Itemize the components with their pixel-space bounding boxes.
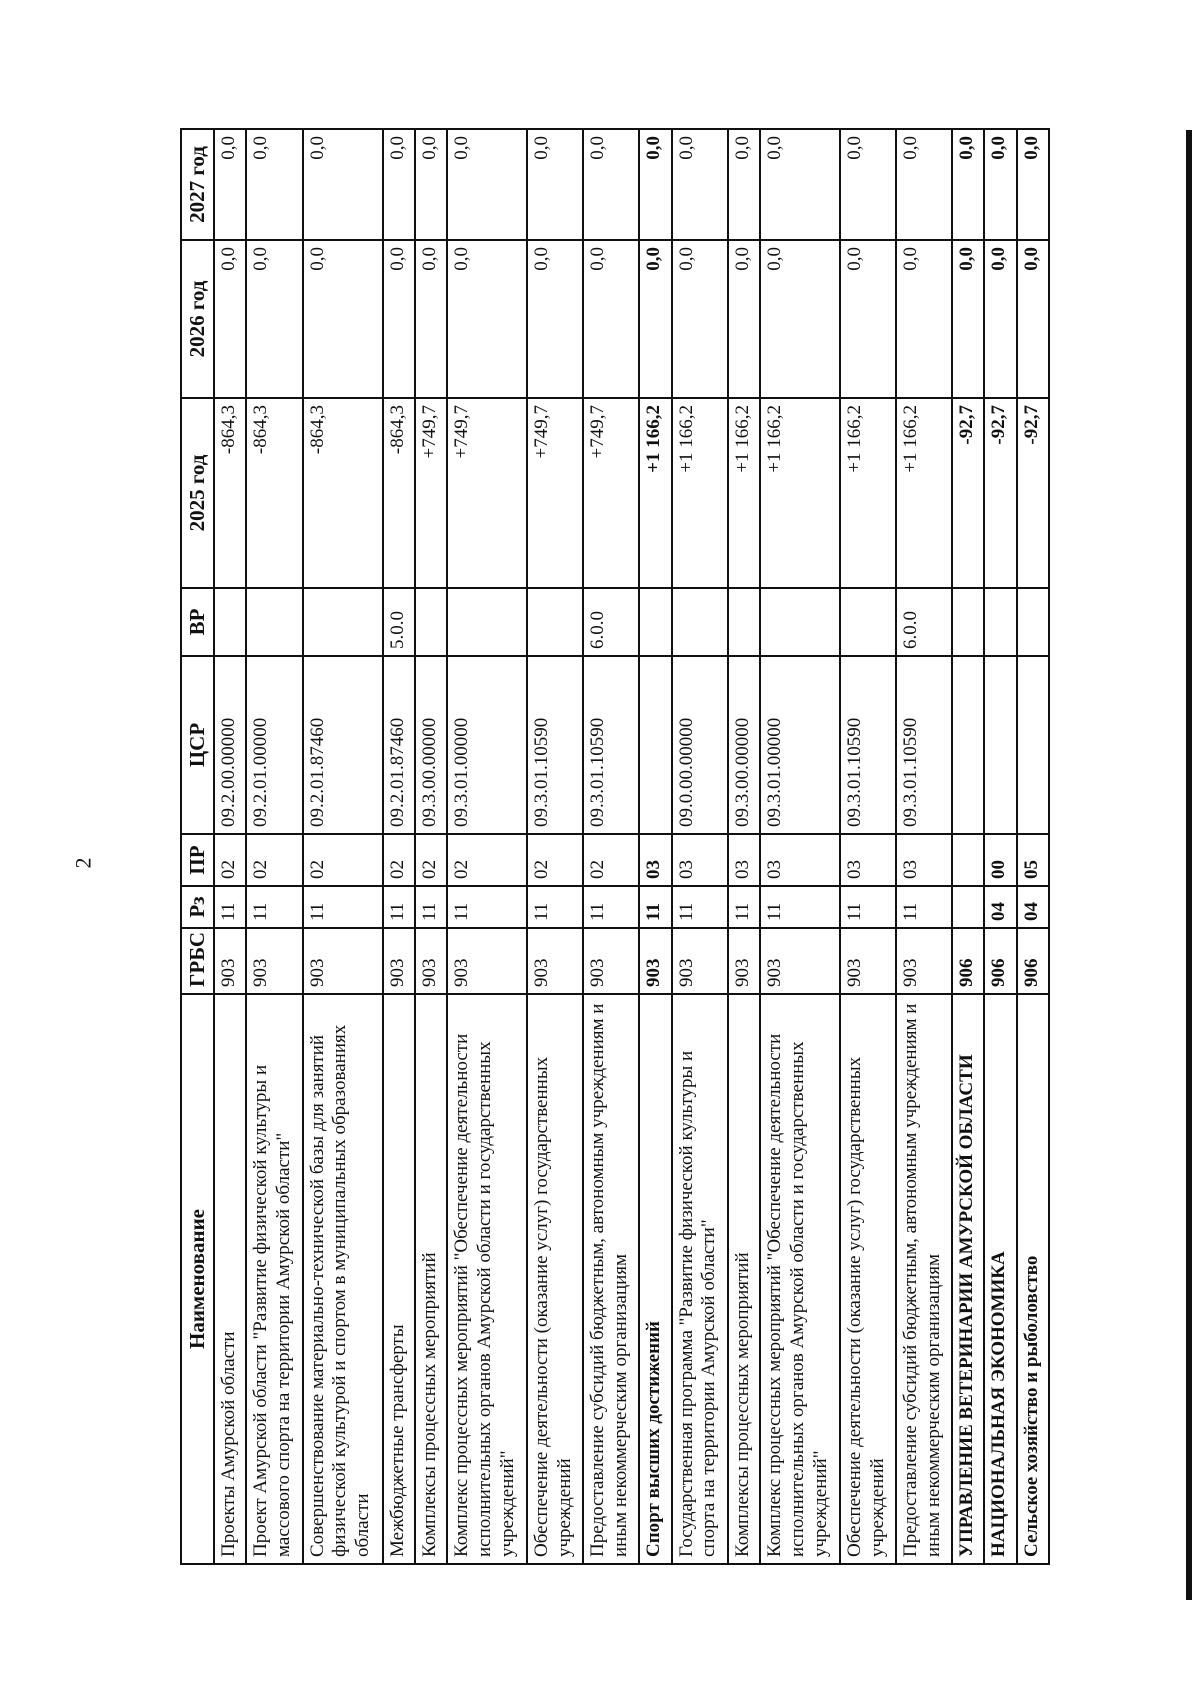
cell-2026: 0,0 <box>952 240 984 398</box>
cell-pr: 03 <box>840 834 896 886</box>
cell-2026: 0,0 <box>840 240 896 398</box>
cell-grbs: 903 <box>415 928 447 994</box>
cell-2027: 0,0 <box>383 129 415 240</box>
cell-2027: 0,0 <box>527 129 583 240</box>
table-body <box>214 129 1049 1564</box>
cell-name: Государственная программа "Развитие физической культуры и спорта на территории Амурской области" <box>672 994 728 1564</box>
cell-2027: 0,0 <box>583 129 639 240</box>
cell-grbs: 903 <box>639 928 671 994</box>
cell-rz: 11 <box>760 886 840 928</box>
cell-2027: 0,0 <box>760 129 840 240</box>
cell-rz: 11 <box>728 886 760 928</box>
cell-2027: 0,0 <box>246 129 302 240</box>
cell-pr: 00 <box>984 834 1016 886</box>
cell-2026: 0,0 <box>583 240 639 398</box>
cell-csr: 09.2.01.87460 <box>383 656 415 834</box>
cell-rz: 11 <box>415 886 447 928</box>
cell-csr: 09.3.01.10590 <box>896 656 952 834</box>
cell-csr <box>639 656 671 834</box>
cell-vr <box>1017 588 1049 656</box>
cell-name: Предоставление субсидий бюджетным, автономным учреждениям и иным некоммерческим организациям <box>583 994 639 1564</box>
cell-grbs: 906 <box>952 928 984 994</box>
cell-2026: 0,0 <box>527 240 583 398</box>
header-csr: ЦСР <box>181 656 214 834</box>
table-row <box>246 129 302 1564</box>
cell-pr: 02 <box>246 834 302 886</box>
header-2025: 2025 год <box>181 398 214 588</box>
cell-2026: 0,0 <box>896 240 952 398</box>
header-pr: ПР <box>181 834 214 886</box>
cell-vr <box>447 588 527 656</box>
cell-vr <box>246 588 302 656</box>
cell-rz: 11 <box>896 886 952 928</box>
table-row <box>214 129 246 1564</box>
cell-grbs: 903 <box>896 928 952 994</box>
cell-2025: +1 166,2 <box>896 398 952 588</box>
table-row <box>415 129 447 1564</box>
cell-grbs: 903 <box>672 928 728 994</box>
cell-name: Комплекс процессных мероприятий "Обеспечение деятельности исполнительных органов Амурской области и государственных учреждений" <box>447 994 527 1564</box>
cell-pr: 02 <box>527 834 583 886</box>
table-row <box>840 129 896 1564</box>
cell-2025: +749,7 <box>415 398 447 588</box>
cell-csr: 09.2.00.00000 <box>214 656 246 834</box>
cell-csr <box>984 656 1016 834</box>
cell-2025: -92,7 <box>1017 398 1049 588</box>
cell-vr <box>639 588 671 656</box>
cell-pr: 03 <box>672 834 728 886</box>
cell-name: Обеспечение деятельности (оказание услуг) государственных учреждений <box>527 994 583 1564</box>
cell-grbs: 903 <box>246 928 302 994</box>
cell-2026: 0,0 <box>728 240 760 398</box>
cell-2025: +1 166,2 <box>672 398 728 588</box>
cell-csr: 09.3.01.10590 <box>527 656 583 834</box>
cell-csr: 09.0.00.00000 <box>672 656 728 834</box>
cell-2026: 0,0 <box>672 240 728 398</box>
cell-pr: 02 <box>415 834 447 886</box>
table-row <box>672 129 728 1564</box>
cell-2025: +1 166,2 <box>639 398 671 588</box>
cell-csr: 09.3.01.00000 <box>447 656 527 834</box>
cell-csr: 09.3.01.10590 <box>583 656 639 834</box>
table-row <box>383 129 415 1564</box>
cell-vr <box>415 588 447 656</box>
cell-vr <box>840 588 896 656</box>
cell-pr: 03 <box>639 834 671 886</box>
cell-name: Проекты Амурской области <box>214 994 246 1564</box>
cell-2025: +749,7 <box>583 398 639 588</box>
cell-rz: 04 <box>984 886 1016 928</box>
cell-csr: 09.2.01.00000 <box>246 656 302 834</box>
cell-2025: -864,3 <box>383 398 415 588</box>
budget-table <box>180 128 1050 1565</box>
cell-2026: 0,0 <box>1017 240 1049 398</box>
cell-vr <box>672 588 728 656</box>
cell-2026: 0,0 <box>447 240 527 398</box>
header-grbs: ГРБС <box>181 928 214 994</box>
cell-pr: 02 <box>214 834 246 886</box>
cell-pr: 03 <box>728 834 760 886</box>
cell-name: Совершенствование материально-технической базы для занятий физической культурой и спортом в муниципальных образованиях области <box>303 994 383 1564</box>
cell-2026: 0,0 <box>415 240 447 398</box>
cell-grbs: 903 <box>583 928 639 994</box>
cell-2026: 0,0 <box>760 240 840 398</box>
cell-vr: 5.0.0 <box>383 588 415 656</box>
cell-rz: 11 <box>583 886 639 928</box>
cell-rz: 11 <box>447 886 527 928</box>
table-row <box>760 129 840 1564</box>
cell-vr <box>303 588 383 656</box>
cell-pr: 02 <box>447 834 527 886</box>
table-row <box>728 129 760 1564</box>
cell-2025: +749,7 <box>447 398 527 588</box>
table-row <box>984 129 1016 1564</box>
cell-csr <box>1017 656 1049 834</box>
cell-2027: 0,0 <box>672 129 728 240</box>
cell-pr <box>952 834 984 886</box>
cell-rz: 11 <box>527 886 583 928</box>
cell-2027: 0,0 <box>214 129 246 240</box>
header-name: Наименование <box>181 994 214 1564</box>
table-row <box>583 129 639 1564</box>
cell-vr <box>984 588 1016 656</box>
cell-rz: 11 <box>303 886 383 928</box>
scan-edge-line <box>1186 130 1192 1600</box>
cell-2025: +749,7 <box>527 398 583 588</box>
table-row <box>527 129 583 1564</box>
cell-vr <box>952 588 984 656</box>
cell-csr: 09.3.01.00000 <box>760 656 840 834</box>
table-row <box>639 129 671 1564</box>
header-2027: 2027 год <box>181 129 214 240</box>
cell-grbs: 903 <box>447 928 527 994</box>
header-rz: Рз <box>181 886 214 928</box>
header-vr: ВР <box>181 588 214 656</box>
cell-2027: 0,0 <box>639 129 671 240</box>
table-row <box>303 129 383 1564</box>
cell-2027: 0,0 <box>840 129 896 240</box>
table-row <box>447 129 527 1564</box>
cell-grbs: 906 <box>1017 928 1049 994</box>
cell-2027: 0,0 <box>1017 129 1049 240</box>
cell-rz: 11 <box>383 886 415 928</box>
cell-name: Комплексы процессных мероприятий <box>415 994 447 1564</box>
cell-rz: 11 <box>840 886 896 928</box>
cell-csr: 09.3.00.00000 <box>415 656 447 834</box>
cell-2025: -864,3 <box>303 398 383 588</box>
cell-rz: 11 <box>246 886 302 928</box>
cell-2027: 0,0 <box>303 129 383 240</box>
cell-name: Обеспечение деятельности (оказание услуг) государственных учреждений <box>840 994 896 1564</box>
cell-grbs: 906 <box>984 928 1016 994</box>
cell-csr: 09.3.00.00000 <box>728 656 760 834</box>
cell-pr: 02 <box>383 834 415 886</box>
cell-vr <box>728 588 760 656</box>
cell-vr <box>760 588 840 656</box>
cell-2026: 0,0 <box>984 240 1016 398</box>
cell-name: Предоставление субсидий бюджетным, автономным учреждениям и иным некоммерческим организациям <box>896 994 952 1564</box>
cell-name: Межбюджетные трансферты <box>383 994 415 1564</box>
table-row <box>952 129 984 1564</box>
cell-2025: -92,7 <box>952 398 984 588</box>
cell-grbs: 903 <box>728 928 760 994</box>
cell-name: Комплекс процессных мероприятий "Обеспечение деятельности исполнительных органов Амурской области и государственных учреждений" <box>760 994 840 1564</box>
cell-2026: 0,0 <box>214 240 246 398</box>
cell-name: Спорт высших достижений <box>639 994 671 1564</box>
cell-2026: 0,0 <box>246 240 302 398</box>
cell-rz: 11 <box>672 886 728 928</box>
cell-pr: 02 <box>303 834 383 886</box>
cell-name: НАЦИОНАЛЬНАЯ ЭКОНОМИКА <box>984 994 1016 1564</box>
cell-grbs: 903 <box>527 928 583 994</box>
cell-grbs: 903 <box>214 928 246 994</box>
cell-2027: 0,0 <box>728 129 760 240</box>
cell-grbs: 903 <box>760 928 840 994</box>
cell-2027: 0,0 <box>984 129 1016 240</box>
cell-csr <box>952 656 984 834</box>
cell-csr: 09.2.01.87460 <box>303 656 383 834</box>
cell-2025: +1 166,2 <box>760 398 840 588</box>
cell-csr: 09.3.01.10590 <box>840 656 896 834</box>
cell-2027: 0,0 <box>896 129 952 240</box>
table-row <box>896 129 952 1564</box>
cell-grbs: 903 <box>383 928 415 994</box>
cell-pr: 03 <box>896 834 952 886</box>
cell-2025: -864,3 <box>246 398 302 588</box>
cell-pr: 05 <box>1017 834 1049 886</box>
cell-grbs: 903 <box>303 928 383 994</box>
cell-2027: 0,0 <box>447 129 527 240</box>
cell-2025: +1 166,2 <box>840 398 896 588</box>
cell-pr: 03 <box>760 834 840 886</box>
cell-name: Проект Амурской области "Развитие физической культуры и массового спорта на территории Амурской области" <box>246 994 302 1564</box>
cell-name: УПРАВЛЕНИЕ ВЕТЕРИНАРИИ АМУРСКОЙ ОБЛАСТИ <box>952 994 984 1564</box>
cell-rz: 04 <box>1017 886 1049 928</box>
cell-2025: +1 166,2 <box>728 398 760 588</box>
cell-name: Сельское хозяйство и рыболовство <box>1017 994 1049 1564</box>
cell-2026: 0,0 <box>383 240 415 398</box>
cell-grbs: 903 <box>840 928 896 994</box>
cell-2027: 0,0 <box>952 129 984 240</box>
cell-vr: 6.0.0 <box>583 588 639 656</box>
cell-2025: -92,7 <box>984 398 1016 588</box>
cell-vr: 6.0.0 <box>896 588 952 656</box>
cell-name: Комплексы процессных мероприятий <box>728 994 760 1564</box>
table-header-row <box>181 129 214 1564</box>
cell-vr <box>527 588 583 656</box>
table-row <box>1017 129 1049 1564</box>
cell-2026: 0,0 <box>639 240 671 398</box>
page-number: 2 <box>70 857 96 869</box>
cell-rz <box>952 886 984 928</box>
cell-2027: 0,0 <box>415 129 447 240</box>
cell-rz: 11 <box>639 886 671 928</box>
cell-rz: 11 <box>214 886 246 928</box>
cell-vr <box>214 588 246 656</box>
rotated-table-container <box>180 130 1050 1565</box>
header-2026: 2026 год <box>181 240 214 398</box>
cell-2026: 0,0 <box>303 240 383 398</box>
cell-pr: 02 <box>583 834 639 886</box>
cell-2025: -864,3 <box>214 398 246 588</box>
